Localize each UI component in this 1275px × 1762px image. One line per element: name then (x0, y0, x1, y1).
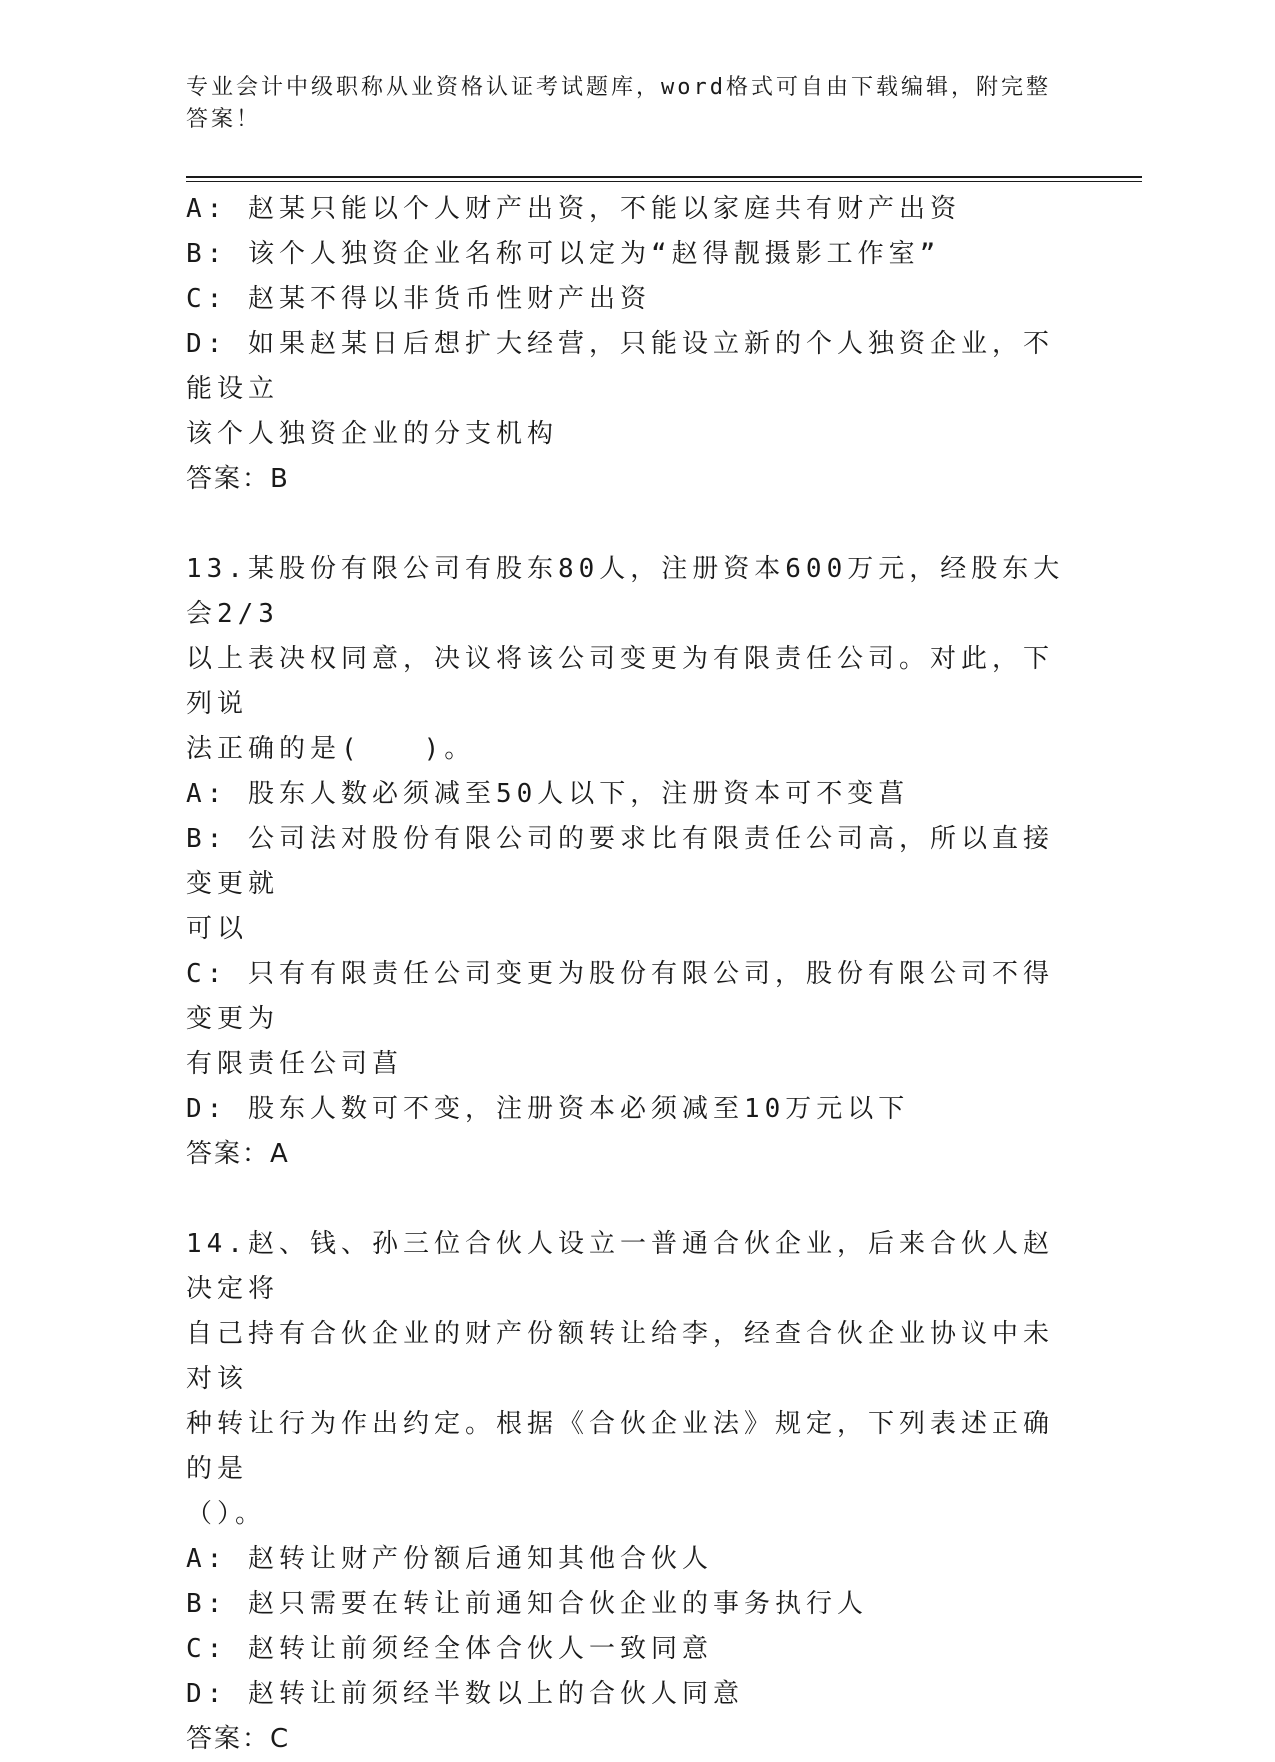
option-d: D: 如果赵某日后想扩大经营，只能设立新的个人独资企业，不能设立 (186, 329, 1054, 404)
question-stem-continued: （）。 (186, 1499, 267, 1529)
option-d: D: 赵转让前须经半数以上的合伙人同意 (186, 1679, 744, 1709)
option-a: A: 股东人数必须减至50人以下，注册资本可不变菖 (186, 779, 910, 809)
option-a: A: 赵转让财产份额后通知其他合伙人 (186, 1544, 713, 1574)
answer: 答案：C (186, 1724, 291, 1754)
question-stem-continued: 种转让行为作出约定。根据《合伙企业法》规定，下列表述正确的是 (186, 1409, 1055, 1484)
option-d-continued: 该个人独资企业的分支机构 (186, 419, 559, 449)
option-b-continued: 可以 (186, 914, 249, 944)
header-divider-thick (186, 176, 1142, 178)
option-b: B: 该个人独资企业名称可以定为“赵得靓摄影工作室” (186, 239, 941, 269)
question-stem-continued: 自己持有合伙企业的财产份额转让给李，经查合伙企业协议中未对该 (186, 1319, 1055, 1394)
option-c: C: 只有有限责任公司变更为股份有限公司，股份有限公司不得变更为 (186, 959, 1054, 1034)
question-stem: 13.某股份有限公司有股东80人，注册资本600万元，经股东大会2/3 (186, 554, 1065, 629)
question-13 (186, 547, 1066, 1177)
question-stem-continued: 法正确的是( )。 (186, 734, 476, 764)
question-stem: 14.赵、钱、孙三位合伙人设立一普通合伙企业，后来合伙人赵决定将 (186, 1229, 1054, 1304)
spacer (186, 502, 1066, 547)
page-header: 专业会计中级职称从业资格认证考试题库，word格式可自由下载编辑，附完整答案！ (186, 75, 1051, 132)
option-c: C: 赵某不得以非货币性财产出资 (186, 284, 651, 314)
option-c: C: 赵转让前须经全体合伙人一致同意 (186, 1634, 713, 1664)
option-d: D: 股东人数可不变，注册资本必须减至10万元以下 (186, 1094, 910, 1124)
option-b: B: 公司法对股份有限公司的要求比有限责任公司高，所以直接变更就 (186, 824, 1054, 899)
header-divider-thin (186, 181, 1142, 182)
question-stem-continued: 以上表决权同意，决议将该公司变更为有限责任公司。对此，下列说 (186, 644, 1055, 719)
option-b: B: 赵只需要在转让前通知合伙企业的事务执行人 (186, 1589, 868, 1619)
answer: 答案：B (186, 464, 290, 494)
option-c-continued: 有限责任公司菖 (186, 1049, 404, 1079)
spacer (186, 1177, 1066, 1222)
question-12-options (186, 187, 1066, 502)
option-a: A: 赵某只能以个人财产出资，不能以家庭共有财产出资 (186, 194, 961, 224)
question-14 (186, 1222, 1066, 1762)
question-content (186, 187, 1066, 1762)
answer: 答案：A (186, 1139, 290, 1169)
